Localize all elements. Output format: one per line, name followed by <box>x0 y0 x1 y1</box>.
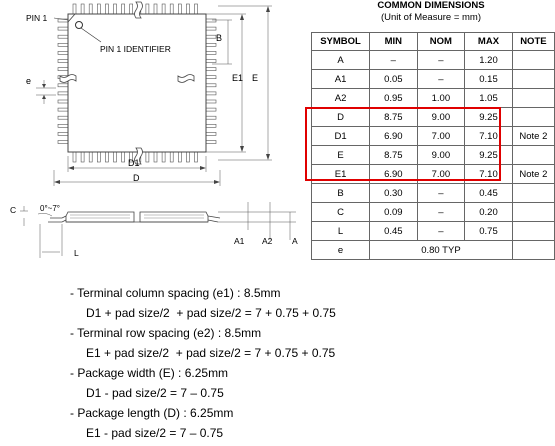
row-note: Note 2 <box>512 127 554 146</box>
dim-b-label: B <box>216 33 223 43</box>
table-row <box>312 184 555 203</box>
row-max: 1.05 <box>465 89 513 108</box>
lead <box>58 116 68 119</box>
lead <box>206 84 216 87</box>
lead <box>206 92 216 95</box>
lead <box>206 19 216 22</box>
lead <box>206 27 216 30</box>
lead <box>178 152 181 162</box>
note-line: E1 - pad size/2 = 7 – 0.75 <box>86 426 224 440</box>
row-symbol: C <box>312 203 370 222</box>
row-max: 0.20 <box>465 203 513 222</box>
lead <box>114 152 117 162</box>
row-note <box>512 222 554 241</box>
row-min: 6.90 <box>370 165 417 184</box>
lead <box>73 152 76 162</box>
note-line: - Package length (D) : 6.25mm <box>70 406 234 420</box>
header-nom: NOM <box>417 33 465 51</box>
table-row <box>312 146 555 165</box>
lead <box>206 43 216 46</box>
row-symbol: E <box>312 146 370 165</box>
row-symbol: A1 <box>312 70 370 89</box>
lead <box>146 152 149 162</box>
pin1-identifier-label: PIN 1 IDENTIFIER <box>100 44 171 54</box>
lead <box>58 51 68 54</box>
dim-angle-label: 0°~7° <box>40 204 60 213</box>
table-row <box>312 51 555 70</box>
row-min: – <box>370 51 417 70</box>
row-max: 0.75 <box>465 222 513 241</box>
row-typ-value: 0.80 TYP <box>370 241 513 260</box>
row-note <box>512 70 554 89</box>
row-min: 8.75 <box>370 146 417 165</box>
lead <box>206 68 216 71</box>
lead <box>73 4 76 14</box>
row-min: 0.30 <box>370 184 417 203</box>
lead <box>58 108 68 111</box>
header-max: MAX <box>465 33 513 51</box>
row-note <box>512 241 554 260</box>
lead <box>130 4 133 14</box>
lead <box>186 4 189 14</box>
lead <box>58 68 68 71</box>
calculation-notes <box>70 283 336 443</box>
dim-a2-label: A2 <box>262 236 273 246</box>
lead <box>81 4 84 14</box>
lead <box>97 4 100 14</box>
row-nom: – <box>417 203 465 222</box>
lead <box>58 43 68 46</box>
row-min: 8.75 <box>370 108 417 127</box>
lead <box>206 35 216 38</box>
lead <box>89 4 92 14</box>
lead <box>122 152 125 162</box>
row-min: 0.95 <box>370 89 417 108</box>
note-line: - Package width (E) : 6.25mm <box>70 366 229 380</box>
lead <box>58 132 68 135</box>
note-line: D1 - pad size/2 = 7 – 0.75 <box>86 386 224 400</box>
lead <box>186 152 189 162</box>
pin1-identifier-dot <box>76 22 83 29</box>
table-row <box>312 203 555 222</box>
row-max: 9.25 <box>465 108 513 127</box>
lead <box>81 152 84 162</box>
row-symbol: D1 <box>312 127 370 146</box>
row-note <box>512 51 554 70</box>
table-title: COMMON DIMENSIONS <box>377 0 485 11</box>
lead <box>146 4 149 14</box>
lead <box>58 124 68 127</box>
pin1-label: PIN 1 <box>26 13 48 23</box>
header-min: MIN <box>370 33 417 51</box>
header-symbol: SYMBOL <box>312 33 370 51</box>
row-nom: 1.00 <box>417 89 465 108</box>
lead <box>206 108 216 111</box>
package-body <box>68 14 206 152</box>
lead <box>58 35 68 38</box>
table-row <box>312 241 555 260</box>
lead <box>105 4 108 14</box>
row-max: 7.10 <box>465 127 513 146</box>
row-max: 0.45 <box>465 184 513 203</box>
lead <box>58 27 68 30</box>
lead <box>58 141 68 144</box>
lead <box>206 100 216 103</box>
lead <box>206 51 216 54</box>
lead <box>105 152 108 162</box>
row-note: Note 2 <box>512 165 554 184</box>
lead <box>114 4 117 14</box>
header-note: NOTE <box>512 33 554 51</box>
row-max: 0.15 <box>465 70 513 89</box>
dim-c-label: C <box>10 205 17 215</box>
table-row <box>312 165 555 184</box>
table-subtitle: (Unit of Measure = mm) <box>380 12 482 23</box>
row-nom: – <box>417 51 465 70</box>
row-min: 0.45 <box>370 222 417 241</box>
row-nom: 7.00 <box>417 127 465 146</box>
row-symbol: A2 <box>312 89 370 108</box>
right-leads <box>206 19 216 144</box>
row-nom: 9.00 <box>417 146 465 165</box>
dim-e-label: E <box>252 73 259 83</box>
row-nom: – <box>417 184 465 203</box>
lead <box>154 4 157 14</box>
lead <box>58 92 68 95</box>
table-row <box>312 89 555 108</box>
table-body <box>312 51 555 241</box>
row-nom: – <box>417 222 465 241</box>
lead <box>162 152 165 162</box>
dim-a-label: A <box>292 236 298 246</box>
side-view <box>48 212 220 222</box>
note-line: - Terminal column spacing (e1) : 8.5mm <box>70 286 281 300</box>
lead <box>206 116 216 119</box>
dim-e-pitch-label: e <box>26 76 32 86</box>
row-symbol: A <box>312 51 370 70</box>
lead <box>58 84 68 87</box>
lead <box>195 152 198 162</box>
row-note <box>512 146 554 165</box>
lead <box>58 60 68 63</box>
dim-e1-label: E1 <box>232 73 244 83</box>
row-symbol: D <box>312 108 370 127</box>
row-nom: – <box>417 70 465 89</box>
row-note <box>512 108 554 127</box>
common-dimensions-table <box>311 32 555 260</box>
row-note <box>512 184 554 203</box>
row-min: 0.05 <box>370 70 417 89</box>
note-line: E1 + pad size/2 + pad size/2 = 7 + 0.75 + 0.75 <box>86 346 336 360</box>
lead <box>162 4 165 14</box>
lead <box>89 152 92 162</box>
lead <box>170 152 173 162</box>
table-row <box>312 108 555 127</box>
lead <box>122 4 125 14</box>
package-drawing <box>0 0 300 262</box>
lead <box>58 100 68 103</box>
row-min: 0.09 <box>370 203 417 222</box>
row-max: 1.20 <box>465 51 513 70</box>
row-min: 6.90 <box>370 127 417 146</box>
row-nom: 7.00 <box>417 165 465 184</box>
lead <box>178 4 181 14</box>
dim-l-label: L <box>74 248 79 258</box>
dim-a1-label: A1 <box>234 236 245 246</box>
table-header-row <box>312 33 555 51</box>
dim-d-label: D <box>133 173 140 183</box>
note-line: D1 + pad size/2 + pad size/2 = 7 + 0.75 + 0.75 <box>86 306 336 320</box>
row-note <box>512 203 554 222</box>
row-symbol: e <box>312 241 370 260</box>
row-max: 7.10 <box>465 165 513 184</box>
lead <box>154 152 157 162</box>
table-row <box>312 127 555 146</box>
lead <box>206 141 216 144</box>
lead <box>195 4 198 14</box>
table-row <box>312 222 555 241</box>
table-row <box>312 70 555 89</box>
row-symbol: E1 <box>312 165 370 184</box>
lead <box>206 124 216 127</box>
lead <box>206 76 216 79</box>
lead <box>206 60 216 63</box>
dim-d1-label: D1 <box>128 158 140 168</box>
row-symbol: L <box>312 222 370 241</box>
row-note <box>512 89 554 108</box>
note-line: - Terminal row spacing (e2) : 8.5mm <box>70 326 262 340</box>
row-symbol: B <box>312 184 370 203</box>
lead <box>97 152 100 162</box>
lead <box>170 4 173 14</box>
row-nom: 9.00 <box>417 108 465 127</box>
lead <box>206 132 216 135</box>
row-max: 9.25 <box>465 146 513 165</box>
